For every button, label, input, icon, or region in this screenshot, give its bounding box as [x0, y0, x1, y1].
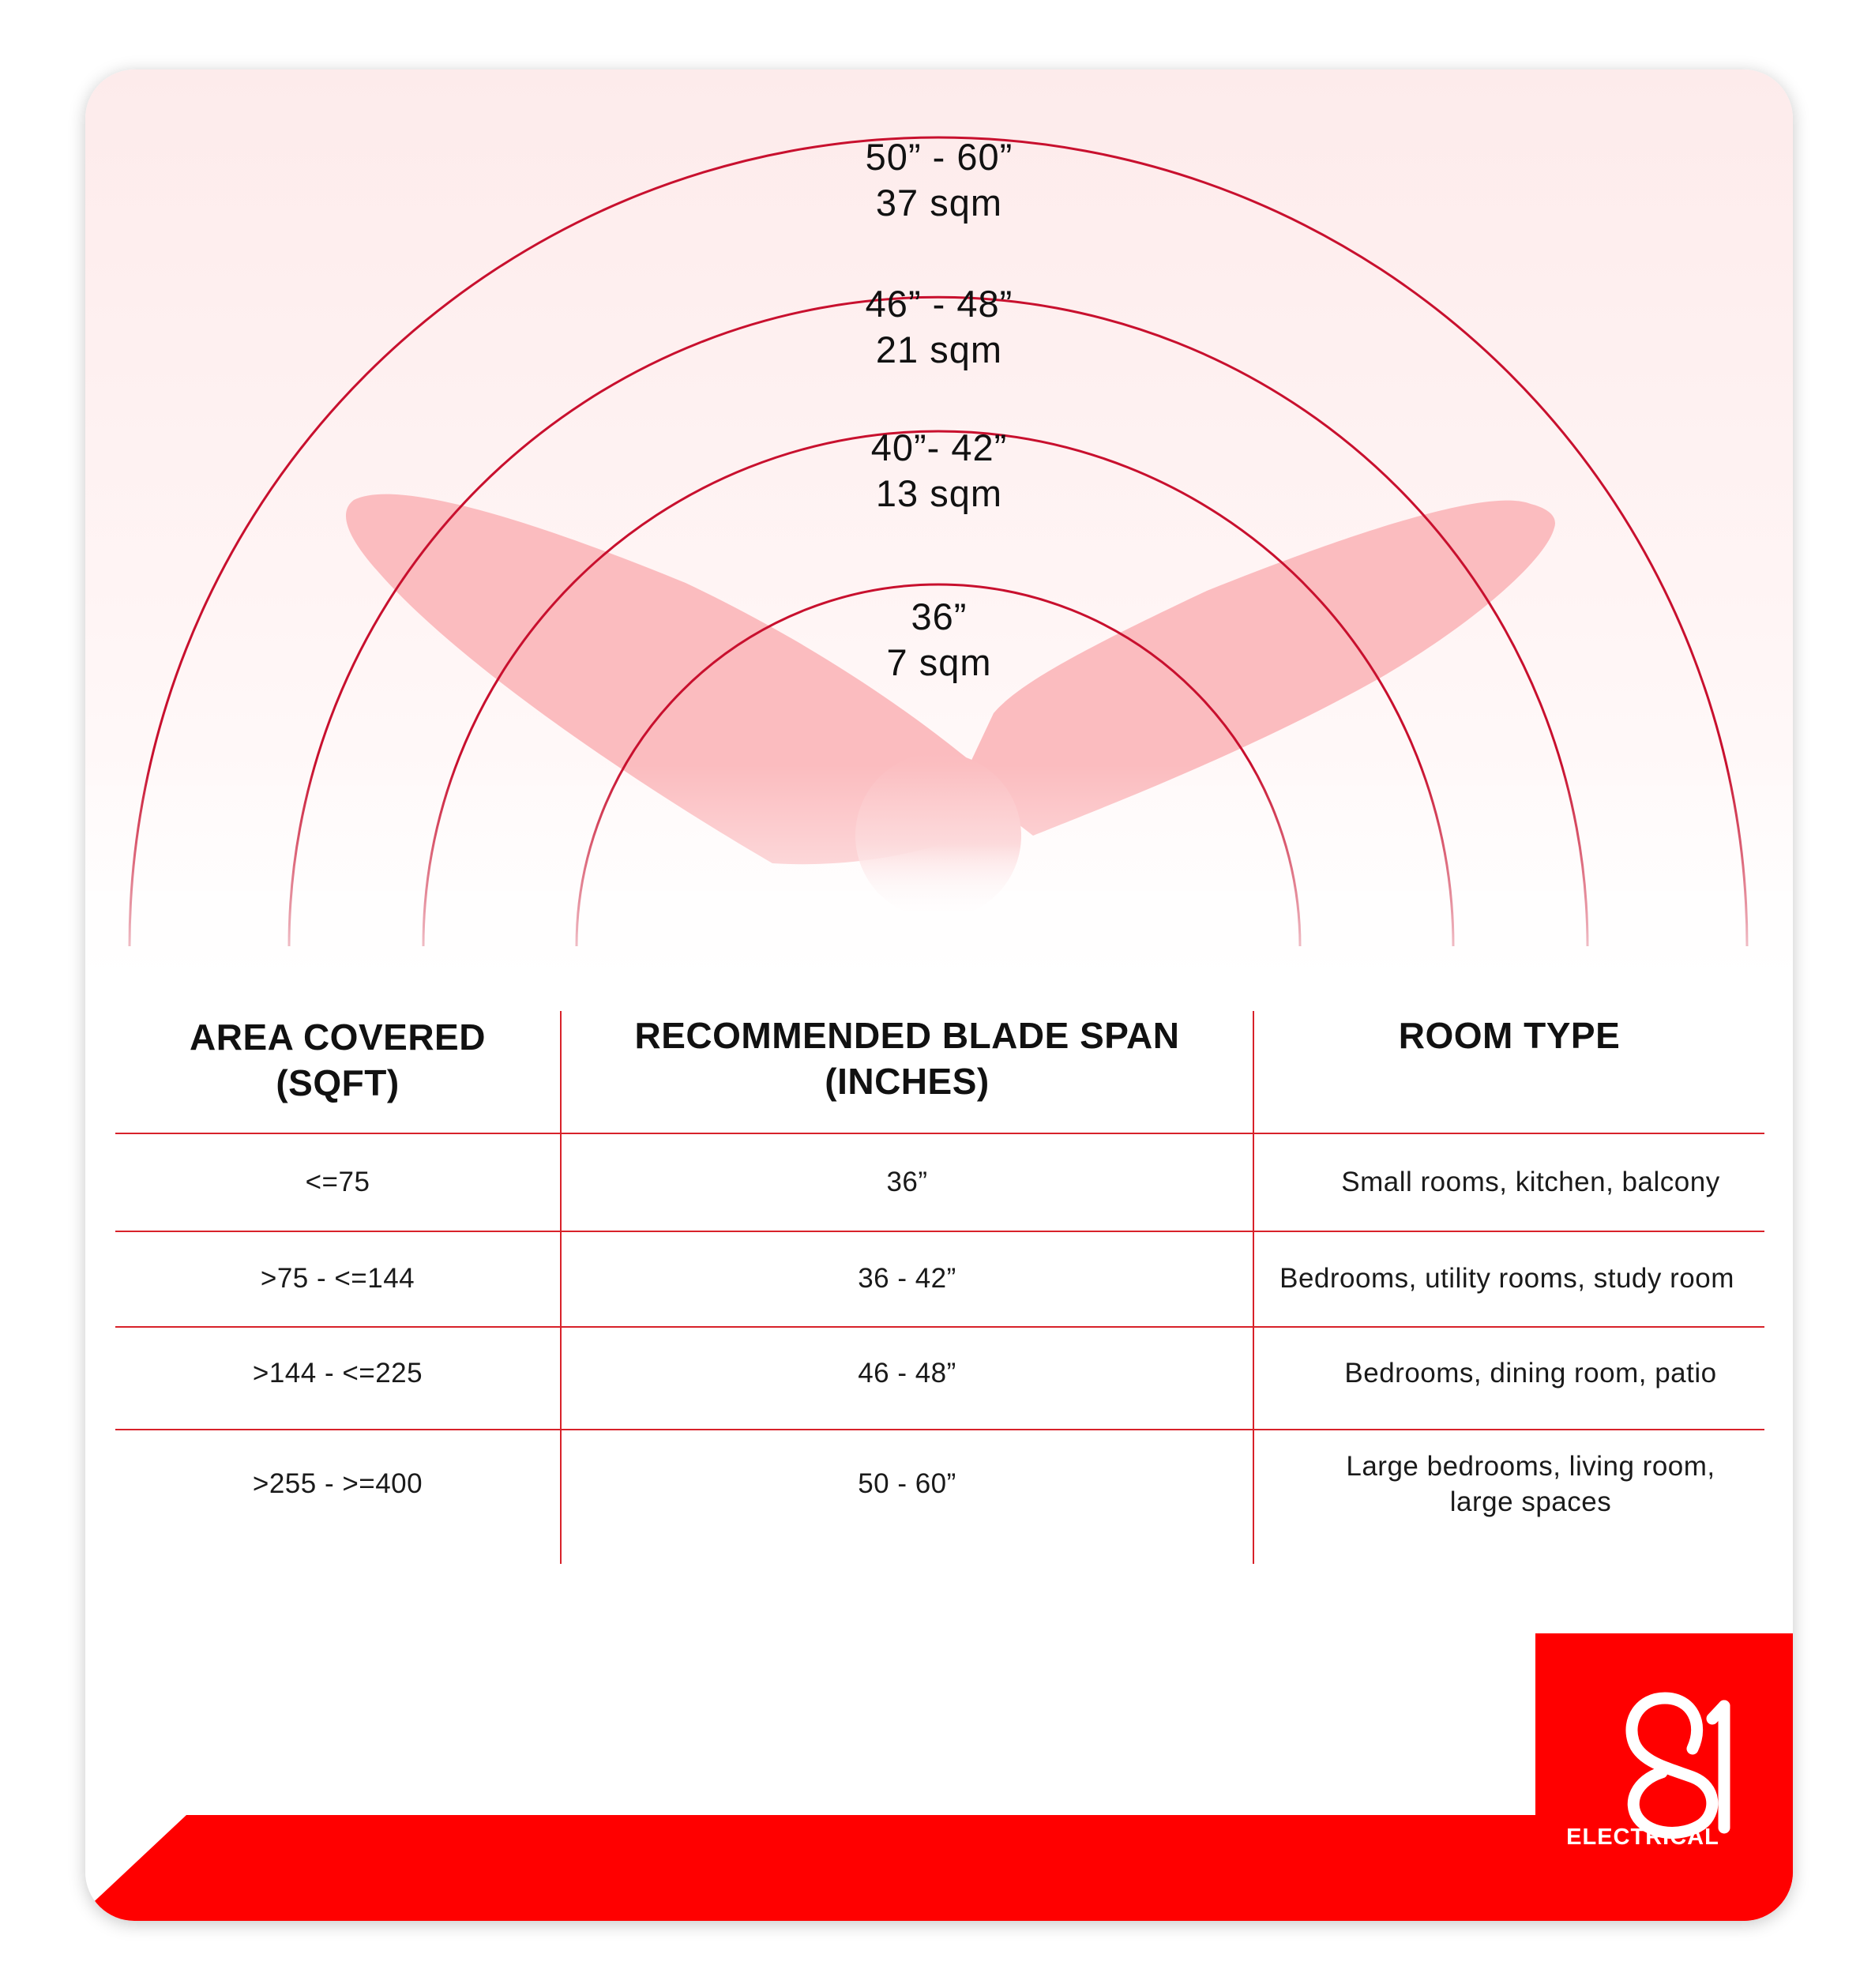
- ring-span: 36”: [911, 596, 968, 637]
- fan-size-guide-card: [85, 70, 1793, 1921]
- ring-area: 13 sqm: [875, 472, 1003, 514]
- ring-span: 46” - 48”: [865, 283, 1013, 325]
- ring-area: 37 sqm: [875, 182, 1003, 224]
- ring-span: 40”- 42”: [870, 427, 1008, 468]
- table-row-2-span: 36 - 42”: [858, 1263, 956, 1294]
- ring-area: 7 sqm: [886, 641, 992, 683]
- header-line: RECOMMENDED BLADE SPAN: [634, 1015, 1180, 1056]
- room-line: Large bedrooms, living room,: [1346, 1451, 1715, 1482]
- table-row-3-area: >144 - <=225: [252, 1358, 423, 1389]
- table-row-3-span: 46 - 48”: [858, 1358, 956, 1389]
- table-row-4-area: >255 - >=400: [252, 1468, 423, 1499]
- table-row-4-span: 50 - 60”: [858, 1468, 956, 1499]
- header-line: ROOM TYPE: [1398, 1015, 1621, 1056]
- ring-area: 21 sqm: [875, 329, 1003, 370]
- table-row-2-area: >75 - <=144: [260, 1263, 415, 1294]
- header-line: (INCHES): [825, 1061, 990, 1102]
- room-line: large spaces: [1449, 1486, 1612, 1517]
- table-row-1-area: <=75: [305, 1167, 370, 1197]
- ring-span: 50” - 60”: [865, 136, 1013, 178]
- room-line: Bedrooms, utility rooms, study room: [1279, 1263, 1734, 1294]
- header-line: AREA COVERED: [190, 1017, 486, 1058]
- room-line: Small rooms, kitchen, balcony: [1341, 1167, 1720, 1197]
- footer-band: [85, 70, 1793, 1921]
- table-row-1-span: 36”: [886, 1167, 928, 1197]
- room-line: Bedrooms, dining room, patio: [1344, 1358, 1717, 1389]
- brand-name: ELECTRICAL: [1566, 1825, 1719, 1850]
- header-line: (SQFT): [276, 1062, 400, 1103]
